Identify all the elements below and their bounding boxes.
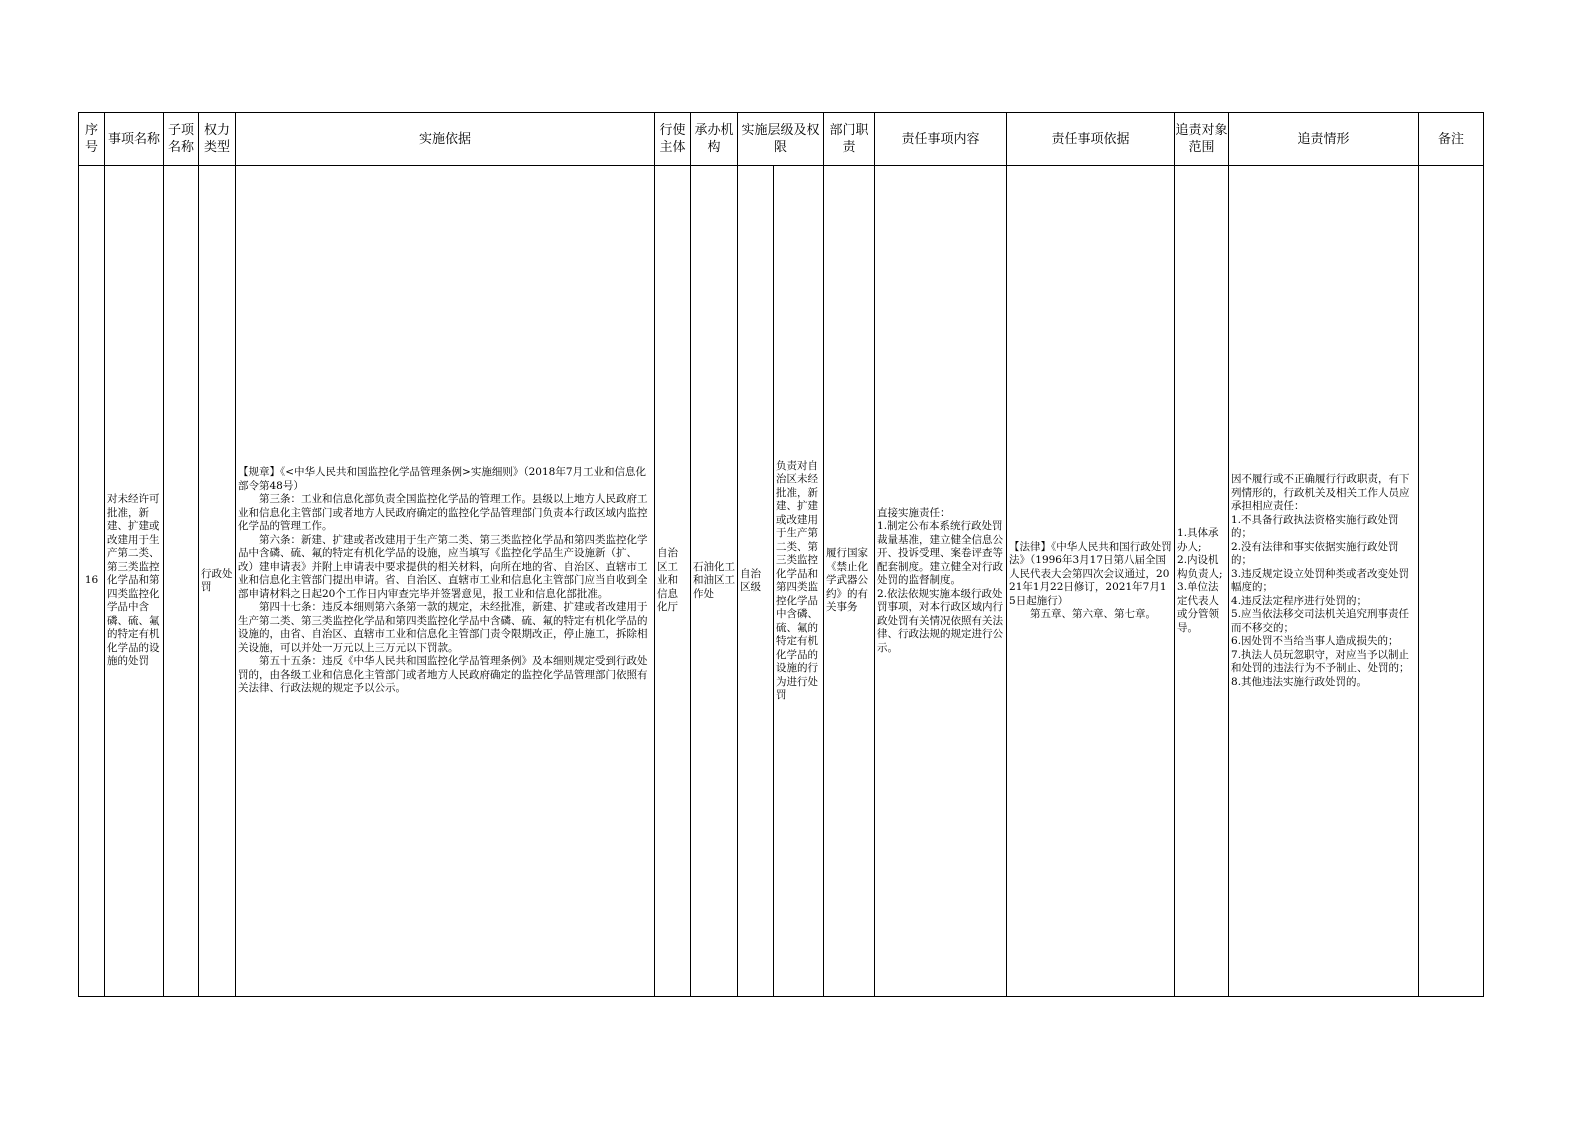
- header-seq: 序号: [79, 113, 105, 166]
- resp-content-value: 直接实施责任： 1.制定公布本系统行政处罚裁量基准，建立健全信息公开、投诉受理、案卷评查等配套制度。建立健全对行政处罚的监督制度。 2.依法依规实施本级行政处罚事项，对本行政区域内行政处罚有关情况依照有关法律、行政法规的规定进行公示。: [877, 506, 1004, 654]
- header-basis: 实施依据: [236, 113, 655, 166]
- agency-value: 石油化工和油区工作处: [693, 560, 735, 600]
- level-cell: [738, 166, 774, 997]
- header-level: 实施层级及权限: [738, 113, 824, 166]
- resp-content-cell: [875, 166, 1007, 997]
- basis-article-3: 第三条：工业和信息化部负责全国监控化学品的管理工作。县级以上地方人民政府工业和信息化主管部门或者地方人民政府确定的监控化学品管理部门负责本行政区域内监控化学品的管理工作。: [238, 493, 648, 533]
- scope-cell: [1175, 166, 1229, 997]
- resp-basis-cell: [1007, 166, 1175, 997]
- header-situations: 追责情形: [1229, 113, 1419, 166]
- header-row: [79, 113, 1484, 166]
- header-sub-item: 子项名称: [164, 113, 199, 166]
- situations-value: 因不履行或不正确履行行政职责，有下列情形的，行政机关及相关工作人员应承担相应责任： 1.不具备行政执法资格实施行政处罚的； 2.没有法律和事实依据实施行政处罚的； 3.违反规定设立处罚种类或者改变处罚幅度的； 4.违反法定程序进行处罚的； 5.应当依法移交司法机关追究刑事责任而不移交的； 6.因处罚不当给当事人造成损失的； 7.执法人员玩忽职守，对应当予以制止和处罚的违法行为不予制止、处罚的； 8.其他违法实施行政处罚的。: [1231, 473, 1410, 688]
- header-item-name: 事项名称: [105, 113, 164, 166]
- header-scope: 追责对象范围: [1175, 113, 1229, 166]
- basis-cell: [236, 166, 655, 997]
- table-row: [79, 166, 1484, 997]
- agency-cell: [691, 166, 738, 997]
- seq-cell: [79, 166, 105, 997]
- header-power-type: 权力类型: [199, 113, 236, 166]
- situations-cell: [1229, 166, 1419, 997]
- item-name-value: 对未经许可批准，新建、扩建或改建用于生产第二类、第三类监控化学品和第四类监控化学品中含磷、硫、氟的特定有机化学品的设施的处罚: [107, 493, 160, 668]
- basis-article-47: 第四十七条：违反本细则第六条第一款的规定，未经批准，新建、扩建或者改建用于生产第二类、第三类监控化学品和第四类监控化学品中含磷、硫、氟的特定有机化学品的设施的，由省、自治区、直辖市工业和信息化主管部门责令限期改正，停止施工，拆除相关设施，可以并处一万元以上三万元以下罚款。: [238, 601, 648, 654]
- header-agency: 承办机构: [691, 113, 738, 166]
- basis-article-55: 第五十五条：违反《中华人民共和国监控化学品管理条例》及本细则规定受到行政处罚的，由各级工业和信息化主管部门或者地方人民政府确定的监控化学品管理部门依照有关法律、行政法规的规定予以公示。: [238, 655, 648, 695]
- duty-value: 履行国家《禁止化学武器公约》的有关事务: [826, 547, 869, 614]
- power-type-value: 行政处罚: [201, 567, 233, 593]
- resp-basis-chapters: 第五章、第六章、第七章。: [1030, 608, 1157, 620]
- scope-value: 1.具体承办人; 2.内设机构负责人; 3.单位法定代表人或分管领导。: [1177, 527, 1223, 634]
- level-value: 自治区级: [740, 567, 761, 593]
- power-list-table: [78, 112, 1484, 997]
- header-subject: 行使主体: [655, 113, 691, 166]
- header-remark: 备注: [1419, 113, 1484, 166]
- duty-cell: [824, 166, 875, 997]
- sub-item-cell: [164, 166, 199, 997]
- header-resp-content: 责任事项内容: [875, 113, 1007, 166]
- resp-basis-text: [1007, 541, 1174, 622]
- power-type-cell: [199, 166, 236, 997]
- authority-value: 负责对自治区未经批准，新建、扩建或改建用于生产第二类、第三类监控化学品和第四类监控化学品中含磷、硫、氟的特定有机化学品的设施的行为进行处罚: [776, 459, 818, 701]
- resp-basis-title: 【法律】《中华人民共和国行政处罚法》（1996年3月17日第八届全国人民代表大会第四次会议通过，2021年1月22日修订，2021年7月15日起施行）: [1009, 540, 1172, 607]
- remark-cell: [1419, 166, 1484, 997]
- subject-cell: [655, 166, 691, 997]
- authority-cell: [774, 166, 824, 997]
- basis-article-6: 第六条：新建、扩建或者改建用于生产第二类、第三类监控化学品和第四类监控化学品中含磷、硫、氟的特定有机化学品的设施，应当填写《监控化学品生产设施新（扩、改）建申请表》并附上申请表中要求提供的相关材料，向所在地的省、自治区、直辖市工业和信息化主管部门提出申请。省、自治区、直辖市工业和信息化主管部门应当自收到全部申请材料之日起20个工作日内审查完毕并签署意见，报工业和信息化部批准。: [238, 533, 648, 600]
- seq-value: 16: [84, 574, 99, 587]
- header-resp-basis: 责任事项依据: [1007, 113, 1175, 166]
- item-name-cell: [105, 166, 164, 997]
- basis-text: [236, 466, 654, 696]
- header-duty: 部门职责: [824, 113, 875, 166]
- basis-title: 【规章】《<中华人民共和国监控化学品管理条例>实施细则》（2018年7月工业和信息化部令第48号）: [238, 466, 646, 492]
- subject-value: 自治区工业和信息化厅: [657, 547, 678, 614]
